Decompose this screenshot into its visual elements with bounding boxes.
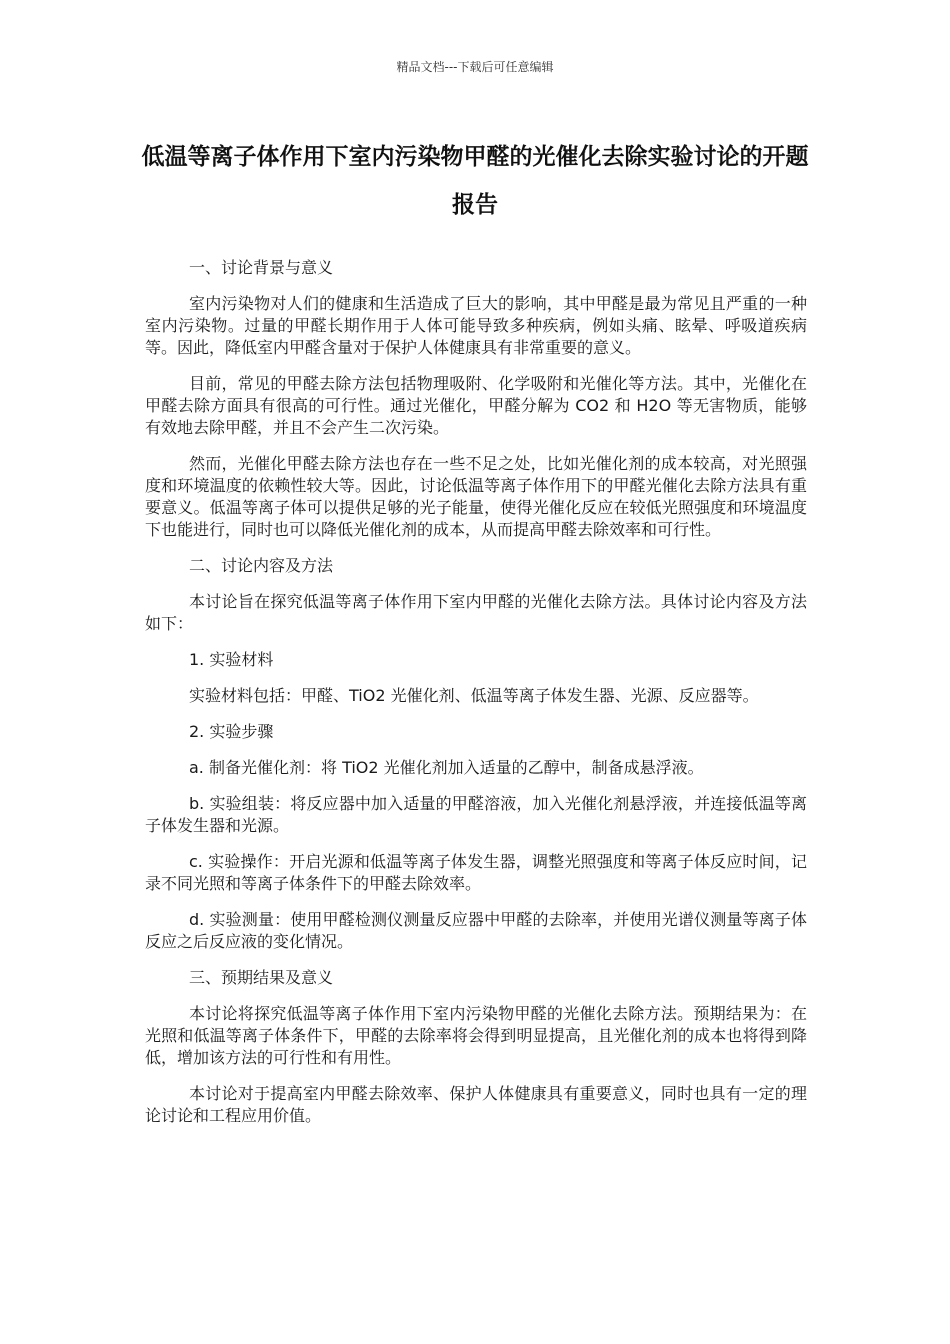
document-title: 低温等离子体作用下室内污染物甲醛的光催化去除实验讨论的开题报告 [141,144,809,218]
paragraph: 本讨论旨在探究低温等离子体作用下室内甲醛的光催化去除方法。具体讨论内容及方法如下： [145,592,807,633]
section-heading-background: 一、讨论背景与意义 [189,258,334,277]
step-item: a. 制备光催化剂：将 TiO2 光催化剂加入适量的乙醇中，制备成悬浮液。 [189,758,704,777]
section-heading-content-methods: 二、讨论内容及方法 [189,556,334,575]
paragraph: 实验材料包括：甲醛、TiO2 光催化剂、低温等离子体发生器、光源、反应器等。 [189,686,759,705]
paragraph: 本讨论对于提高室内甲醛去除效率、保护人体健康具有重要意义，同时也具有一定的理论讨论和工程应用价值。 [145,1084,807,1125]
list-item-heading: 1. 实验材料 [189,650,274,669]
paragraph: 目前，常见的甲醛去除方法包括物理吸附、化学吸附和光催化等方法。其中，光催化在甲醛去除方面具有很高的可行性。通过光催化，甲醛分解为 CO2 和 H2O 等无害物质，能够有效地去除甲醛，并且不会产生二次污染。 [145,374,807,437]
document-body [145,257,807,1141]
step-item: c. 实验操作：开启光源和低温等离子体发生器，调整光照强度和等离子体反应时间，记录不同光照和等离子体条件下的甲醛去除效率。 [145,852,807,893]
step-item: b. 实验组装：将反应器中加入适量的甲醛溶液，加入光催化剂悬浮液，并连接低温等离子体发生器和光源。 [145,794,807,835]
section-heading-expected-results: 三、预期结果及意义 [189,968,334,987]
step-item: d. 实验测量：使用甲醛检测仪测量反应器中甲醛的去除率，并使用光谱仪测量等离子体反应之后反应液的变化情况。 [145,910,807,951]
paragraph: 然而，光催化甲醛去除方法也存在一些不足之处，比如光催化剂的成本较高，对光照强度和环境温度的依赖性较大等。因此，讨论低温等离子体作用下的甲醛光催化去除方法具有重要意义。低温等离子体可以提供足够的光子能量，使得光催化反应在较低光照强度和环境温度下也能进行，同时也可以降低光催化剂的成本，从而提高甲醛去除效率和可行性。 [145,454,807,539]
paragraph: 室内污染物对人们的健康和生活造成了巨大的影响，其中甲醛是最为常见且严重的一种室内污染物。过量的甲醛长期作用于人体可能导致多种疾病，例如头痛、眩晕、呼吸道疾病等。因此，降低室内甲醛含量对于保护人体健康具有非常重要的意义。 [145,294,807,357]
paragraph: 本讨论将探究低温等离子体作用下室内污染物甲醛的光催化去除方法。预期结果为：在光照和低温等离子体条件下，甲醛的去除率将会得到明显提高，且光催化剂的成本也将得到降低，增加该方法的可行性和有用性。 [145,1004,807,1067]
header-note: 精品文档---下载后可任意编辑 [396,60,554,74]
list-item-heading: 2. 实验步骤 [189,722,274,741]
